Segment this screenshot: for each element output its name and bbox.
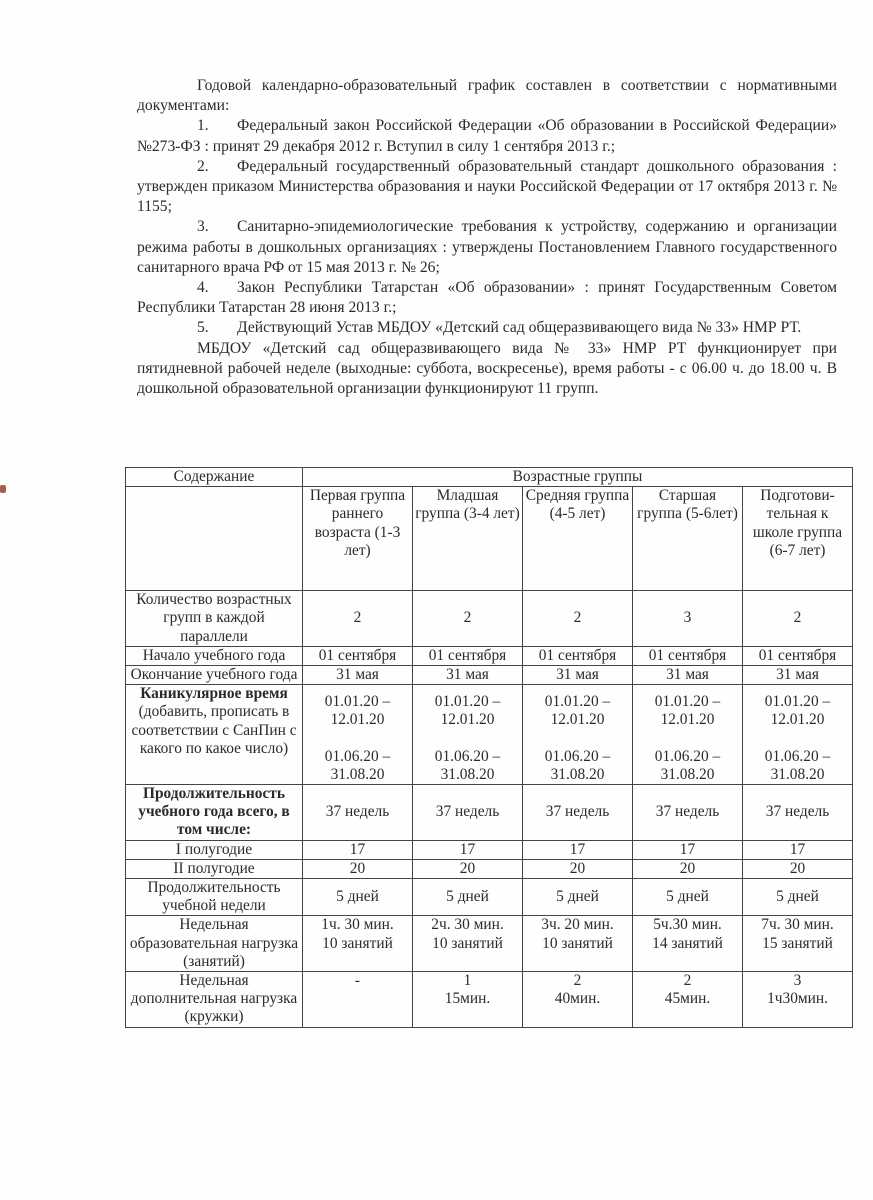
cell: 31 мая (743, 666, 853, 685)
header-age-groups: Возрастные группы (303, 468, 853, 487)
cell: 01.01.20 – 12.01.20 01.06.20 – 31.08.20 (523, 685, 633, 785)
cell: 5 дней (523, 879, 633, 916)
group-header: Старшая группа (5-6лет) (633, 487, 743, 591)
cell: 31 мая (303, 666, 413, 685)
cell: 3 1ч30мин. (743, 972, 853, 1028)
list-item: 4. Закон Республики Татарстан «Об образовании» : принят Государственным Советом Республики Татарстан 28 июня 2013 г.; (137, 279, 837, 317)
cell: 2 40мин. (523, 972, 633, 1028)
table-row (126, 972, 853, 1028)
table-row (126, 646, 853, 665)
table-row (126, 859, 853, 878)
group-header: Подготови-тельная к школе группа (6-7 лет) (743, 487, 853, 591)
cell: 20 (413, 859, 523, 878)
header-content: Содержание (126, 468, 303, 487)
cell: 3 (633, 591, 743, 647)
cell: 20 (303, 859, 413, 878)
row-label: Количество возрастных групп в каждой параллели (126, 591, 303, 647)
group-header: Первая группа раннего возраста (1-3 лет) (303, 487, 413, 591)
group-header: Средняя группа (4-5 лет) (523, 487, 633, 591)
table-groups-row (126, 487, 853, 591)
cell: 5 дней (303, 879, 413, 916)
row-label: Недельная образовательная нагрузка (занятий) (126, 916, 303, 972)
cell: 17 (303, 840, 413, 859)
cell: 01.01.20 – 12.01.20 01.06.20 – 31.08.20 (303, 685, 413, 785)
cell: 37 недель (413, 785, 523, 841)
cell: 01 сентября (633, 646, 743, 665)
cell: 01.01.20 – 12.01.20 01.06.20 – 31.08.20 (413, 685, 523, 785)
cell: 31 мая (633, 666, 743, 685)
cell: 5 дней (633, 879, 743, 916)
cell: 1ч. 30 мин. 10 занятий (303, 916, 413, 972)
cell: 01 сентября (413, 646, 523, 665)
row-label: Продолжительность учебного года всего, в том числе: (126, 785, 303, 841)
table-row (126, 916, 853, 972)
cell: 2 (523, 591, 633, 647)
schedule-table (125, 467, 853, 1028)
cell: 17 (413, 840, 523, 859)
cell: 31 мая (413, 666, 523, 685)
cell: 37 недель (743, 785, 853, 841)
cell: 2ч. 30 мин. 10 занятий (413, 916, 523, 972)
cell: 01 сентября (743, 646, 853, 665)
cell: 7ч. 30 мин. 15 занятий (743, 916, 853, 972)
intro-closing: МБДОУ «Детский сад общеразвивающего вида № 33» НМР РТ функционирует при пятидневной рабочей неделе (выходные: суббота, воскресенье), время работы - с 06.00 ч. до 18.00 ч. В дошкольной образовательной организации функционируют 11 групп. (137, 339, 837, 398)
list-item: 3. Санитарно-эпидемиологические требования к устройству, содержанию и организации режима работы в дошкольных организациях : утверждены Постановлением Главного государственного санитарного врача РФ от 15 мая 2013 г. № 26; (137, 218, 837, 276)
row-label: Начало учебного года (126, 646, 303, 665)
cell: 5 дней (743, 879, 853, 916)
cell: 37 недель (303, 785, 413, 841)
list-item: 2. Федеральный государственный образовательный стандарт дошкольного образования : утвержден приказом Министерства образования и науки Российской Федерации от 17 октября 2013 г. № 1155; (137, 157, 837, 216)
cell: 01 сентября (303, 646, 413, 665)
intro-lead: Годовой календарно-образовательный график составлен в соответствии с нормативными документами: (137, 77, 837, 115)
scan-artifact (0, 485, 6, 493)
intro-text (137, 76, 837, 399)
cell: 20 (743, 859, 853, 878)
table-row (126, 879, 853, 916)
table-row (126, 840, 853, 859)
row-label: Продолжительность учебной недели (126, 879, 303, 916)
list-item: 5. Действующий Устав МБДОУ «Детский сад общеразвивающего вида № 33» НМР РТ. (197, 319, 802, 337)
table-row (126, 666, 853, 685)
cell: 17 (743, 840, 853, 859)
cell: 5ч.30 мин. 14 занятий (633, 916, 743, 972)
cell: 2 (743, 591, 853, 647)
cell: 01 сентября (523, 646, 633, 665)
table-row (126, 591, 853, 647)
row-label: Каникулярное время (добавить, прописать в соответствии с СанПин с какого по какое число) (126, 685, 303, 785)
cell: 17 (523, 840, 633, 859)
cell: 20 (633, 859, 743, 878)
cell: 20 (523, 859, 633, 878)
cell: 01.01.20 – 12.01.20 01.06.20 – 31.08.20 (633, 685, 743, 785)
table-row-holidays (126, 685, 853, 785)
group-header: Младшая группа (3-4 лет) (413, 487, 523, 591)
cell: 01.01.20 – 12.01.20 01.06.20 – 31.08.20 (743, 685, 853, 785)
cell: - (303, 972, 413, 1028)
table-header-row (126, 468, 853, 487)
cell: 37 недель (523, 785, 633, 841)
list-item: 1. Федеральный закон Российской Федерации «Об образовании в Российской Федерации» №273-ФЗ : принят 29 декабря 2012 г. Вступил в силу 1 сентября 2013 г.; (137, 117, 837, 155)
cell: 2 (413, 591, 523, 647)
cell: 3ч. 20 мин. 10 занятий (523, 916, 633, 972)
row-label: Окончание учебного года (126, 666, 303, 685)
cell: 2 (303, 591, 413, 647)
row-label: Недельная дополнительная нагрузка (кружки) (126, 972, 303, 1028)
row-label: II полугодие (126, 859, 303, 878)
cell: 1 15мин. (413, 972, 523, 1028)
table-row (126, 785, 853, 841)
cell: 2 45мин. (633, 972, 743, 1028)
row-label: I полугодие (126, 840, 303, 859)
cell: 17 (633, 840, 743, 859)
cell: 31 мая (523, 666, 633, 685)
cell: 37 недель (633, 785, 743, 841)
cell: 5 дней (413, 879, 523, 916)
